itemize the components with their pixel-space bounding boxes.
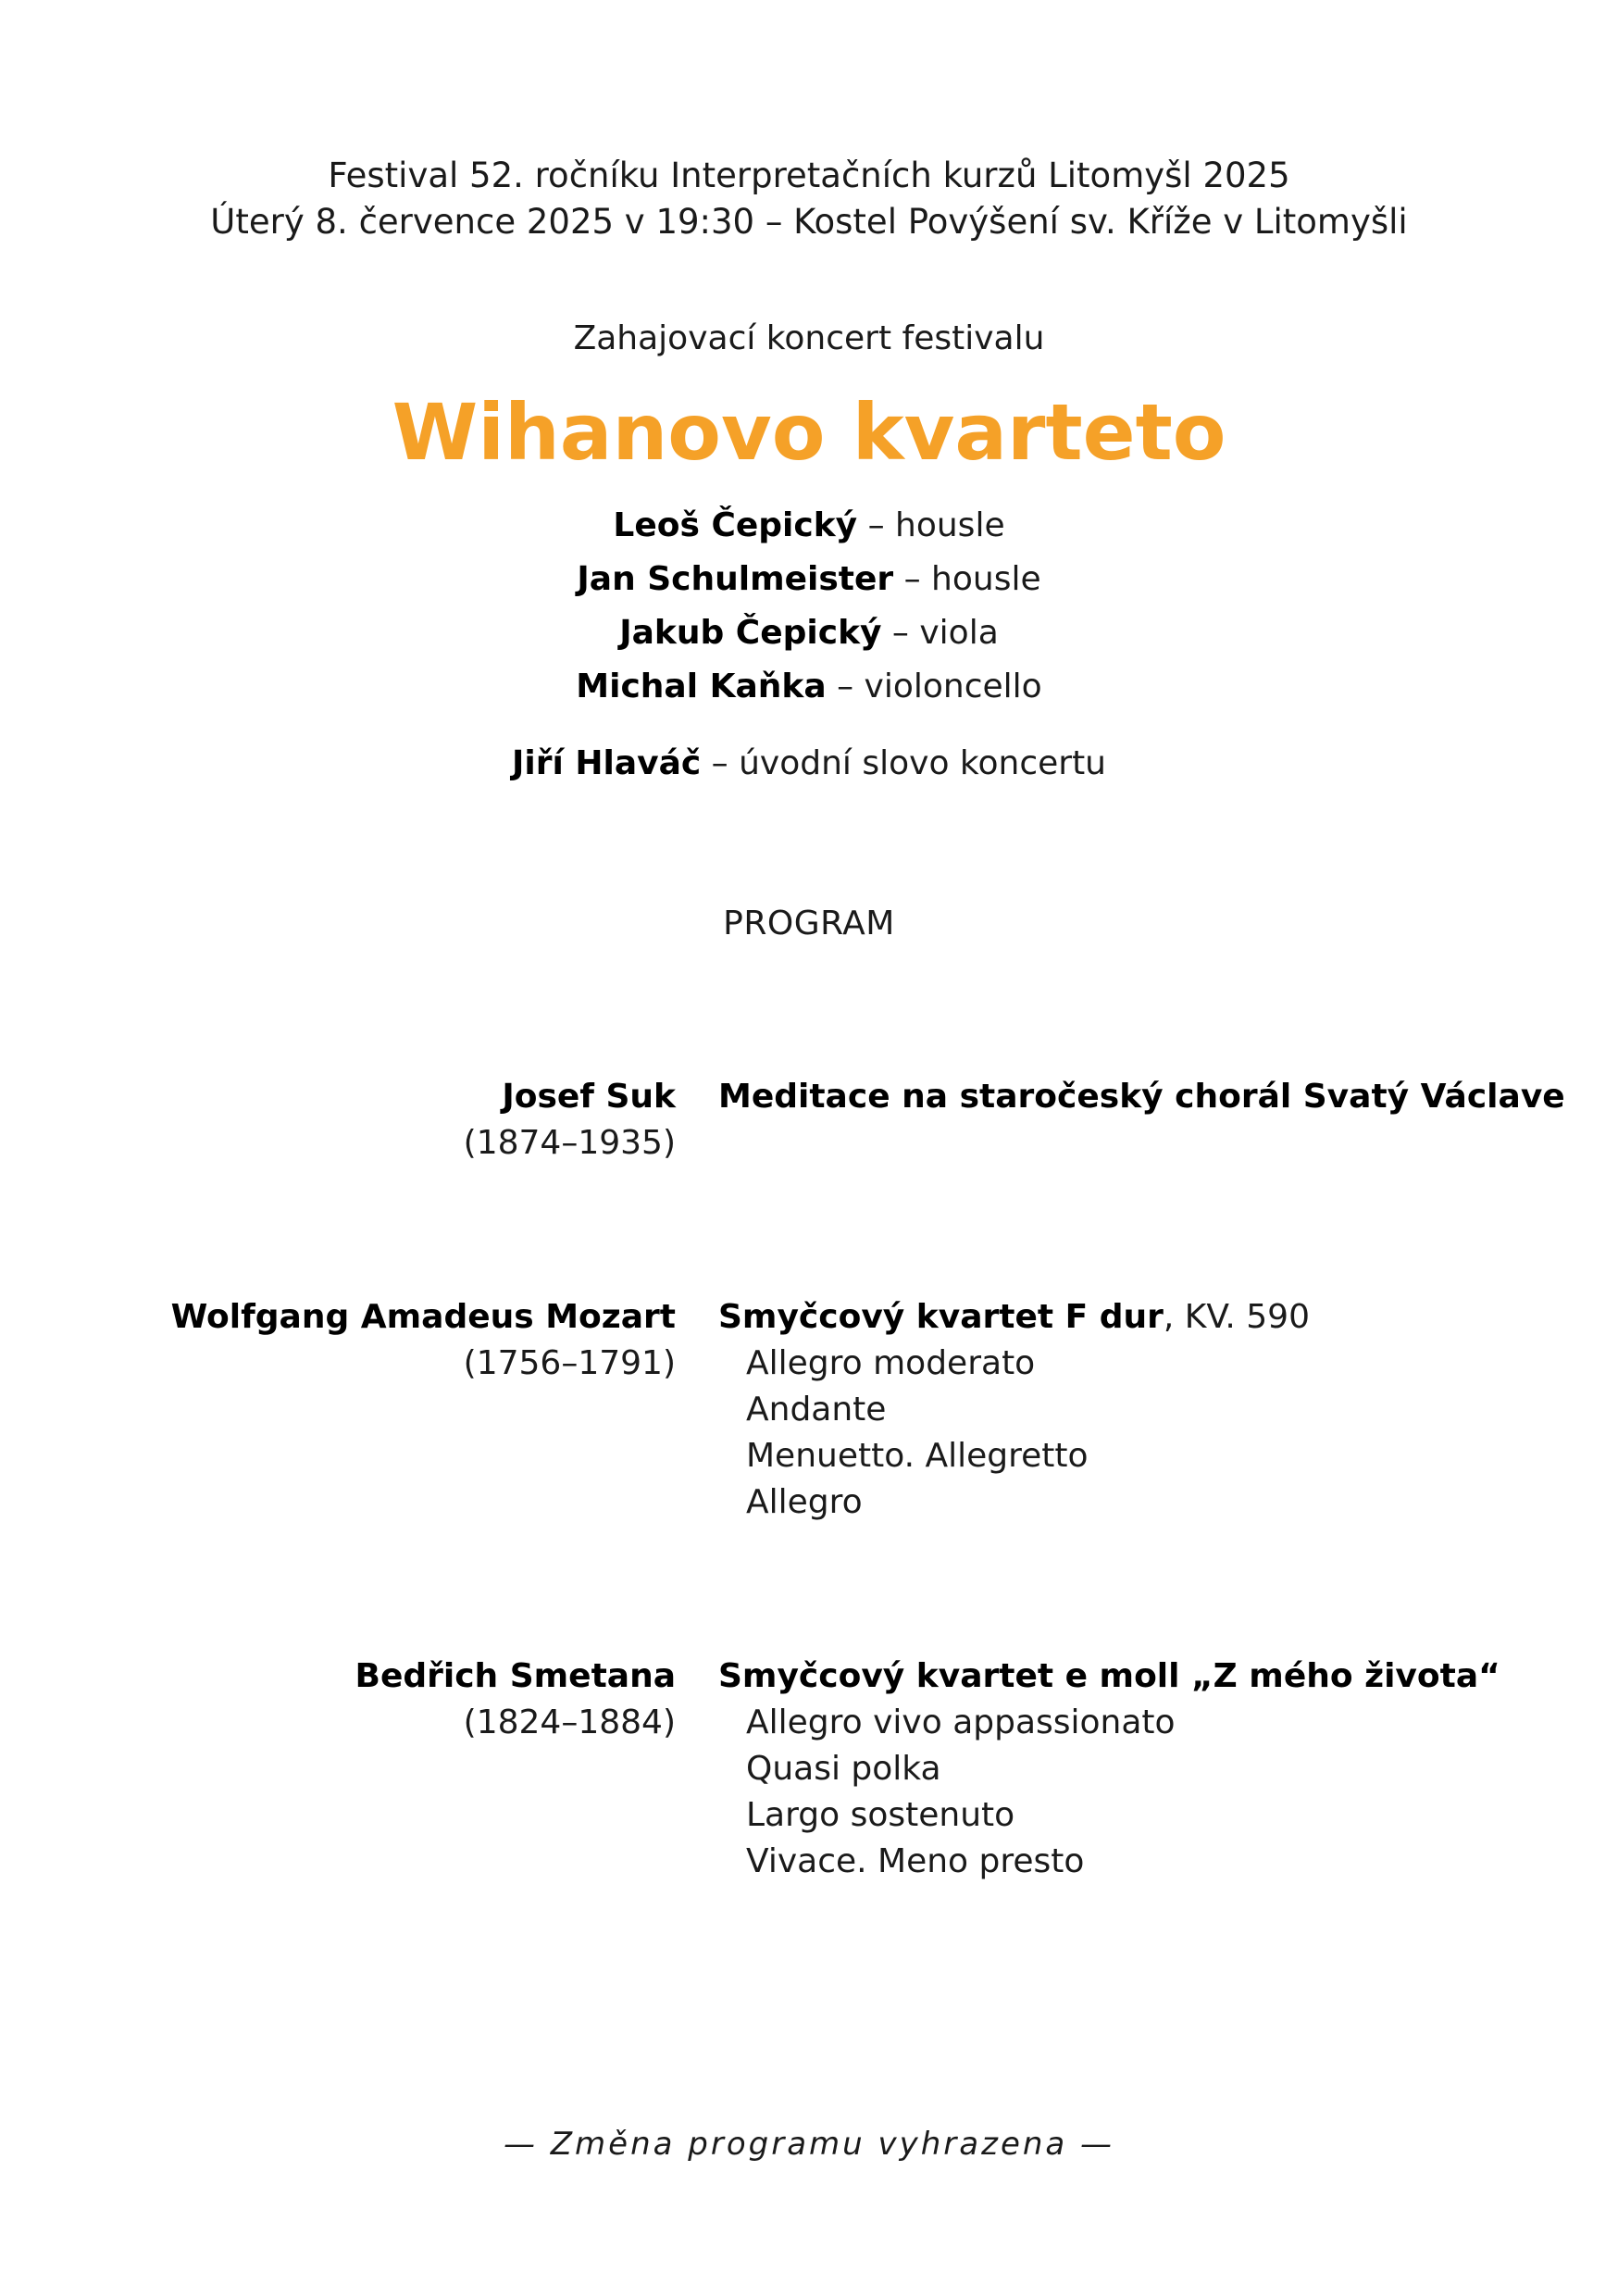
musician-role: – housle (857, 506, 1005, 544)
musician-name: Michal Kaňka (576, 668, 827, 705)
speaker-name: Jiří Hlaváč (511, 744, 702, 782)
musician-role: – violoncello (826, 668, 1042, 705)
composer-block (171, 1294, 676, 1387)
speaker-role: – úvodní slovo koncertu (701, 744, 1107, 782)
work-title-line (718, 1653, 1607, 1700)
musician-line (0, 561, 1618, 598)
composer-name: Josef Suk (502, 1078, 676, 1116)
composer-years: (1824–1884) (463, 1703, 676, 1741)
musician-name: Jan Schulmeister (577, 560, 894, 598)
musician-line (0, 615, 1618, 652)
work-title-line (718, 1074, 1607, 1120)
musician-line (0, 507, 1618, 544)
festival-header-line1: Festival 52. ročníku Interpretačních kurzů Litomyšl 2025 (328, 156, 1290, 195)
musician-name: Leoš Čepický (613, 506, 858, 544)
movement: Largo sostenuto (746, 1796, 1015, 1834)
movement: Allegro (746, 1483, 863, 1521)
musician-line (0, 668, 1618, 705)
movement: Menuetto. Allegretto (746, 1437, 1089, 1475)
movement: Allegro vivo appassionato (746, 1703, 1176, 1741)
movement: Andante (746, 1391, 887, 1429)
musician-role: – viola (881, 614, 999, 652)
concert-subtitle: Zahajovací koncert festivalu (573, 319, 1045, 357)
program-change-notice: — Změna programu vyhrazena — (503, 2126, 1115, 2163)
musician-name: Jakub Čepický (619, 614, 882, 652)
work-title: Meditace na staročeský chorál Svatý Václave (718, 1078, 1565, 1116)
movement: Allegro moderato (746, 1344, 1036, 1382)
work-suffix: , KV. 590 (1163, 1298, 1310, 1336)
work-title: Smyčcový kvartet F dur (718, 1298, 1164, 1336)
musician-role: – housle (893, 560, 1041, 598)
work-block (718, 1074, 1607, 1120)
movement: Vivace. Meno presto (746, 1842, 1085, 1880)
program-heading: PROGRAM (723, 905, 895, 942)
work-block (718, 1653, 1607, 1885)
composer-name: Wolfgang Amadeus Mozart (170, 1298, 676, 1336)
composer-block (464, 1074, 676, 1167)
composer-years: (1874–1935) (463, 1124, 676, 1162)
composer-years: (1756–1791) (463, 1344, 676, 1382)
speaker-line (0, 745, 1618, 782)
ensemble-title: Wihanovo kvarteto (392, 387, 1226, 478)
movement: Quasi polka (746, 1750, 941, 1788)
work-block (718, 1294, 1607, 1526)
work-title-line (718, 1294, 1607, 1341)
work-title: Smyčcový kvartet e moll „Z mého života“ (718, 1657, 1500, 1695)
festival-header-line2: Úterý 8. července 2025 v 19:30 – Kostel Povýšení sv. Kříže v Litomyšli (210, 202, 1408, 242)
composer-block (355, 1653, 677, 1746)
composer-name: Bedřich Smetana (355, 1657, 676, 1695)
